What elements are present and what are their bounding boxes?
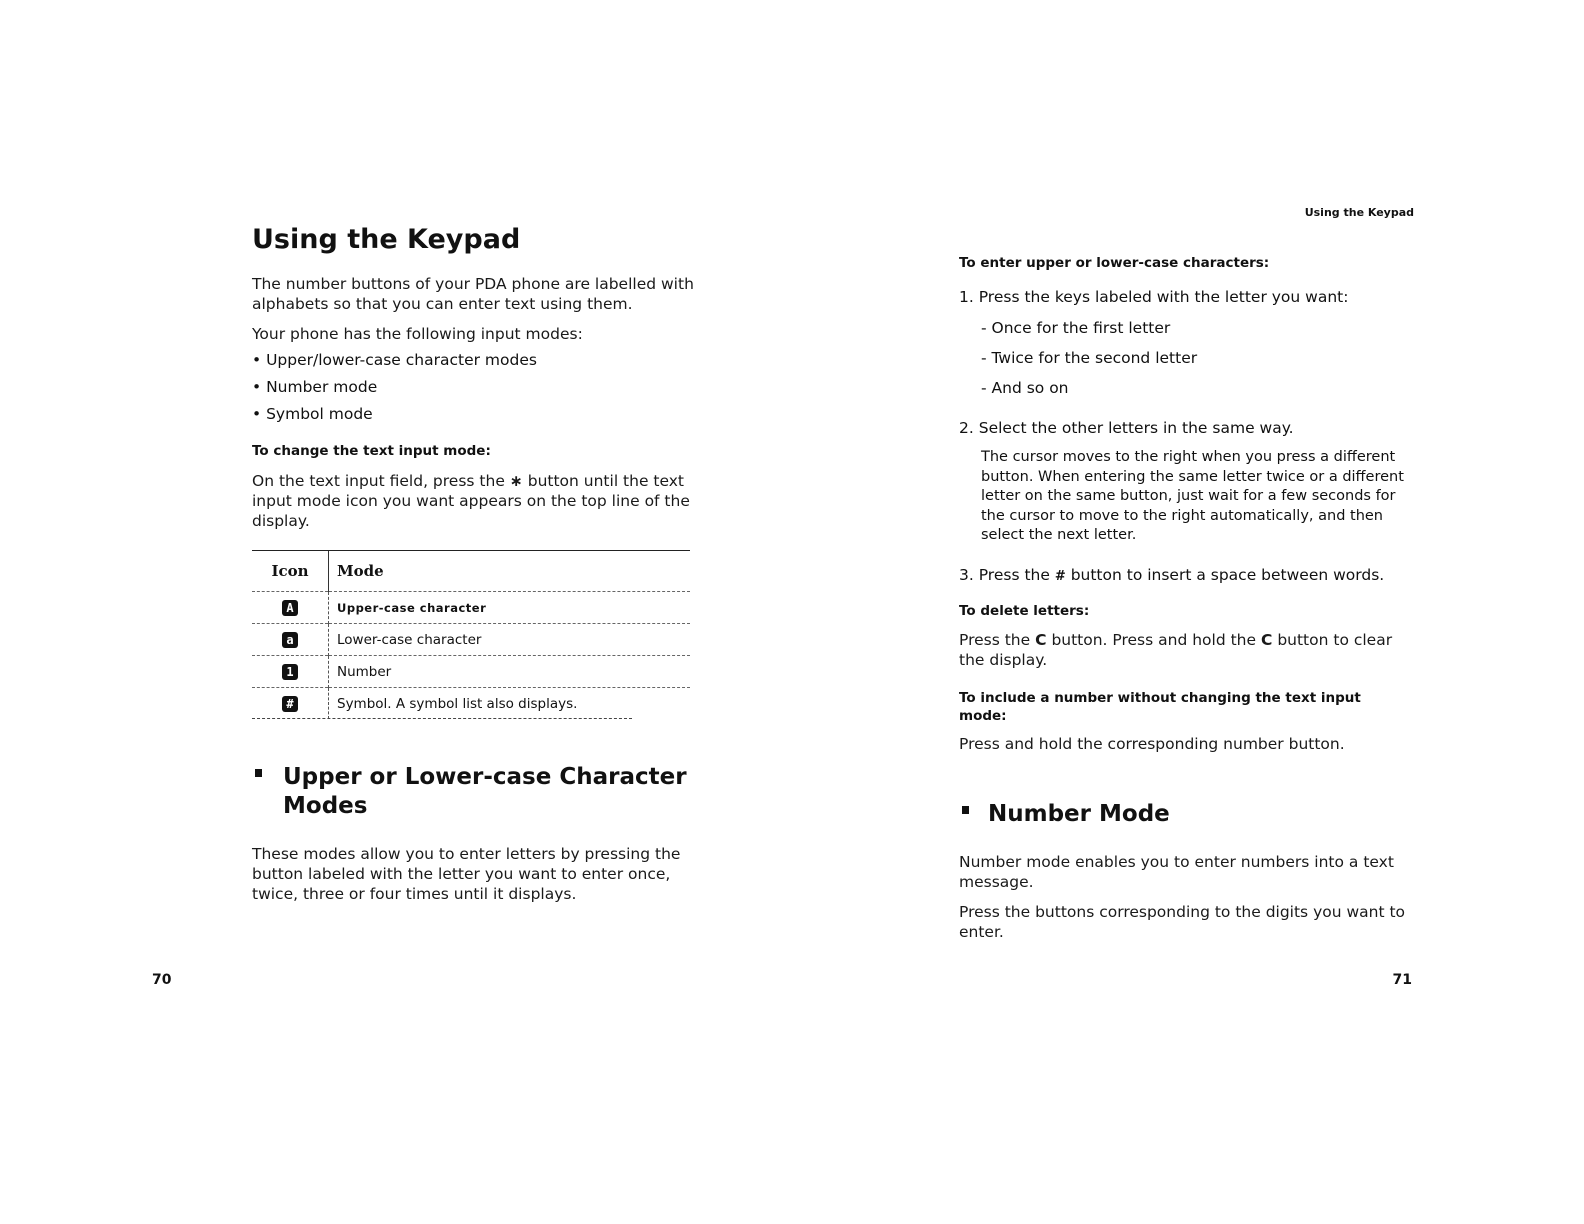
sub-item-twice: - Twice for the second letter bbox=[981, 349, 1198, 367]
section-bullet-icon bbox=[962, 806, 969, 814]
list-item: • Number mode bbox=[252, 374, 537, 401]
lowercase-mode-icon: a bbox=[282, 632, 298, 648]
mode-cell: Upper-case character bbox=[329, 592, 691, 624]
modes-intro: Your phone has the following input modes: bbox=[252, 325, 583, 343]
sub-item-and-so-on: - And so on bbox=[981, 379, 1069, 397]
column-header-icon: Icon bbox=[252, 551, 329, 592]
hash-key-icon: # bbox=[1054, 569, 1066, 584]
table-row bbox=[252, 688, 690, 720]
mode-cell: Symbol. A symbol list also displays. bbox=[329, 688, 691, 720]
delete-text-part: Press the bbox=[959, 631, 1031, 649]
mode-cell: Number bbox=[329, 656, 691, 688]
page-number-left: 70 bbox=[152, 972, 172, 988]
step-1 bbox=[959, 287, 1348, 307]
list-item: • Symbol mode bbox=[252, 401, 537, 428]
change-text-after: button until the text input mode icon you want appears on the top line of the display. bbox=[252, 472, 690, 530]
star-key-icon: ∗ bbox=[509, 472, 523, 490]
step-text: Press the keys labeled with the letter you want: bbox=[978, 288, 1349, 306]
step-number: 2. bbox=[959, 419, 974, 437]
section-title-number-mode: Number Mode bbox=[988, 801, 1170, 827]
table-row bbox=[252, 656, 690, 688]
table-bottom-rule bbox=[252, 718, 632, 719]
running-head: Using the Keypad bbox=[1304, 206, 1414, 219]
delete-text-part: button to clear the display. bbox=[959, 631, 1393, 669]
c-key-label: C bbox=[1035, 631, 1047, 649]
step-number: 3. bbox=[959, 566, 974, 584]
column-header-mode: Mode bbox=[337, 562, 384, 580]
page-number-right: 71 bbox=[1392, 972, 1412, 988]
section-bullet-icon bbox=[255, 769, 262, 777]
symbol-mode-icon: # bbox=[282, 696, 298, 712]
list-item: • Upper/lower-case character modes bbox=[252, 347, 537, 374]
step-text: button to insert a space between words. bbox=[1070, 566, 1385, 584]
input-modes-table bbox=[252, 551, 690, 719]
number-mode-text-1: Number mode enables you to enter numbers into a text message. bbox=[959, 853, 1394, 891]
upper-lower-heading: To enter upper or lower-case characters: bbox=[959, 255, 1270, 271]
number-mode-text-2: Press the buttons corresponding to the digits you want to enter. bbox=[959, 903, 1406, 941]
uppercase-mode-icon: A bbox=[282, 600, 298, 616]
right-page bbox=[792, 0, 1584, 1224]
intro-paragraph: The number buttons of your PDA phone are labelled with alphabets so that you can enter text using them. bbox=[252, 275, 694, 313]
include-number-heading: To include a number without changing the text input mode: bbox=[959, 690, 1361, 724]
step-number: 1. bbox=[959, 288, 974, 306]
delete-heading: To delete letters: bbox=[959, 603, 1090, 619]
c-key-label: C bbox=[1260, 631, 1273, 649]
step-text: Press the bbox=[978, 566, 1050, 584]
delete-text-part: button. Press and hold the bbox=[1051, 631, 1257, 649]
delete-text bbox=[959, 630, 1414, 670]
section-text-upper-lower: These modes allow you to enter letters by pressing the button labeled with the letter you want to enter once, twice, three or four times until it displays. bbox=[252, 845, 681, 903]
number-mode-icon: 1 bbox=[282, 664, 298, 680]
include-number-text: Press and hold the corresponding number button. bbox=[959, 735, 1345, 753]
step-text: Select the other letters in the same way. bbox=[978, 419, 1294, 437]
change-text-before: On the text input field, press the bbox=[252, 472, 505, 490]
table-row bbox=[252, 624, 690, 656]
step-2-note: The cursor moves to the right when you press a different button. When entering the same letter twice or a different letter on the same button, just wait for a few seconds for the cursor to move to the right automatically, and then select the next letter. bbox=[981, 449, 1404, 543]
section-title-upper-lower: Upper or Lower-case Character Modes bbox=[283, 764, 687, 819]
modes-list bbox=[252, 347, 537, 428]
sub-item-once: - Once for the first letter bbox=[981, 319, 1171, 337]
page-title: Using the Keypad bbox=[252, 224, 521, 255]
change-mode-heading: To change the text input mode: bbox=[252, 443, 491, 459]
table-row bbox=[252, 592, 690, 624]
mode-cell: Lower-case character bbox=[329, 624, 691, 656]
step-3 bbox=[959, 565, 1384, 587]
step-2 bbox=[959, 418, 1294, 438]
change-mode-text bbox=[252, 471, 712, 531]
table-header-row bbox=[252, 551, 690, 592]
